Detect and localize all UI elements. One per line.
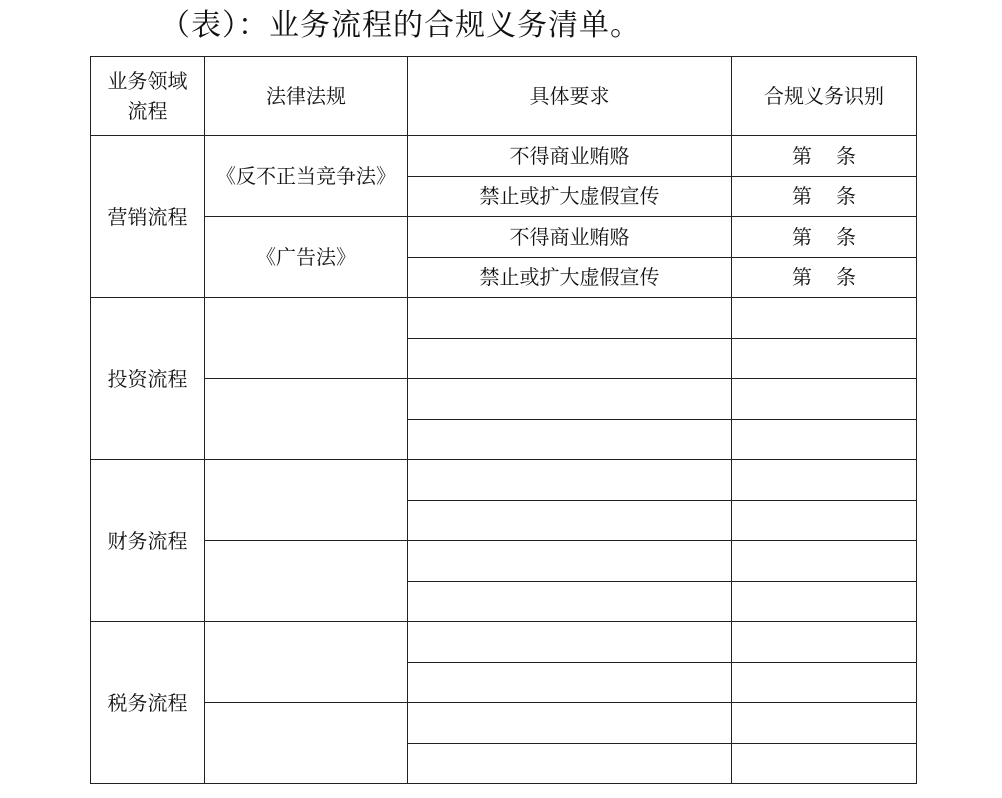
law-cell [205,379,408,460]
obligation-cell [732,743,917,784]
requirement-cell [408,338,732,379]
table-row [91,217,917,258]
requirement-cell [408,541,732,582]
header-obligation: 合规义务识别 [732,57,917,136]
requirement-cell [408,500,732,541]
law-cell [205,622,408,703]
header-area: 业务领域流程 [91,57,205,136]
table-row [91,379,917,420]
requirement-cell: 禁止或扩大虚假宣传 [408,176,732,217]
requirement-cell [408,379,732,420]
table-row [91,298,917,339]
table-row [91,541,917,582]
law-cell [205,460,408,541]
requirement-cell [408,662,732,703]
compliance-table [90,56,917,784]
law-cell [205,298,408,379]
area-cell: 税务流程 [91,622,205,784]
area-cell: 投资流程 [91,298,205,460]
obligation-cell [732,419,917,460]
obligation-cell [732,298,917,339]
requirement-cell [408,419,732,460]
header-law: 法律法规 [205,57,408,136]
obligation-cell: 第 条 [732,217,917,258]
law-cell: 《反不正当竞争法》 [205,136,408,217]
table-row [91,622,917,663]
obligation-cell [732,500,917,541]
obligation-cell [732,622,917,663]
obligation-cell [732,581,917,622]
obligation-cell [732,338,917,379]
obligation-cell: 第 条 [732,176,917,217]
obligation-cell [732,460,917,501]
law-cell [205,703,408,784]
table-header-row [91,57,917,136]
header-requirement: 具体要求 [408,57,732,136]
obligation-cell [732,541,917,582]
obligation-cell: 第 条 [732,257,917,298]
requirement-cell: 禁止或扩大虚假宣传 [408,257,732,298]
requirement-cell [408,581,732,622]
requirement-cell [408,298,732,339]
law-cell [205,541,408,622]
requirement-cell [408,622,732,663]
obligation-cell [732,662,917,703]
obligation-cell [732,703,917,744]
obligation-cell [732,379,917,420]
area-cell: 营销流程 [91,136,205,298]
area-cell: 财务流程 [91,460,205,622]
requirement-cell: 不得商业贿赂 [408,217,732,258]
requirement-cell: 不得商业贿赂 [408,136,732,177]
table-row [91,136,917,177]
table-row [91,460,917,501]
table-row [91,703,917,744]
requirement-cell [408,460,732,501]
law-cell: 《广告法》 [205,217,408,298]
obligation-cell: 第 条 [732,136,917,177]
page-title: （表）：业务流程的合规义务清单。 [160,8,641,43]
requirement-cell [408,703,732,744]
requirement-cell [408,743,732,784]
